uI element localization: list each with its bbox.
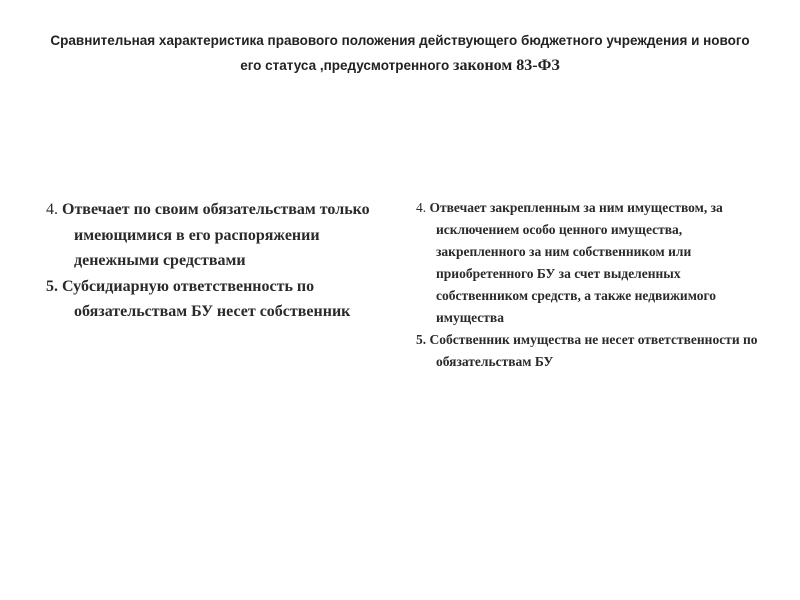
- right-item-5-number: 5.: [416, 332, 427, 347]
- left-column: [46, 197, 396, 325]
- right-item-5-text: Собственник имущества не несет ответственности по обязательствам БУ: [429, 332, 758, 369]
- slide-title: [40, 28, 760, 78]
- right-item-4-text: Отвечает закрепленным за ним имуществом, за исключением особо ценного имущества, закрепленного за ним собственником или приобретенного БУ за счет выделенных собственником средств, а также недвижимого имущества: [429, 200, 723, 325]
- right-item-5: [416, 329, 766, 373]
- left-item-5-text: Субсидиарную ответственность по обязательствам БУ несет собственник: [62, 277, 351, 320]
- slide-title-main: Сравнительная характеристика правового положения действующего бюджетного учреждения и нового его статуса ,предусмотренного: [50, 33, 750, 73]
- slide-title-law: законом 83-ФЗ: [453, 57, 560, 74]
- right-item-4-number: 4.: [416, 200, 427, 215]
- right-column: [416, 197, 766, 373]
- left-item-4: [46, 197, 396, 274]
- left-item-5: [46, 274, 396, 325]
- left-item-5-number: 5.: [46, 277, 58, 295]
- left-item-4-number: 4.: [46, 201, 58, 218]
- left-item-4-text: Отвечает по своим обязательствам только имеющимися в его распоряжении денежными средствами: [62, 201, 370, 269]
- right-item-4: [416, 197, 766, 329]
